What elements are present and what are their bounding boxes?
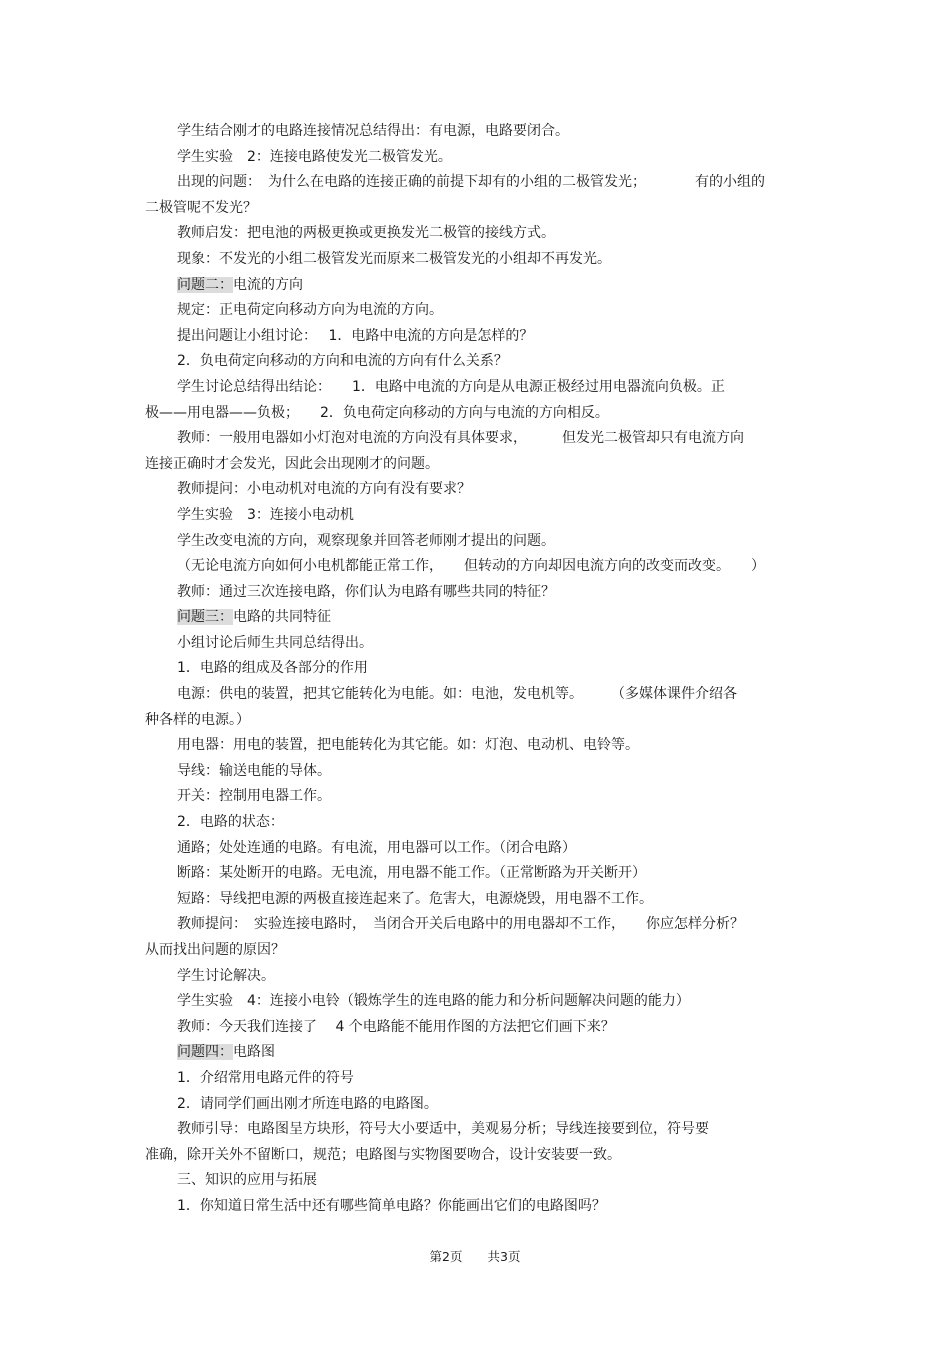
- text-line: [145, 1168, 805, 1194]
- text-line: [145, 989, 805, 1015]
- section-label: 问题二：: [177, 276, 233, 293]
- text-line: [145, 1092, 805, 1118]
- text-line: [145, 273, 805, 299]
- text-line: [145, 349, 805, 375]
- text-line: [145, 119, 805, 145]
- text-line: [145, 656, 805, 682]
- text-line: [145, 1040, 805, 1066]
- line-text: 学生改变电流的方向，观察现象并回答老师刚才提出的问题。: [177, 532, 555, 549]
- line-text: 2．电路的状态：: [177, 814, 284, 831]
- line-text: 学生实验 3：连接小电动机: [177, 506, 354, 523]
- text-line: [145, 324, 805, 350]
- line-text: 准确，除开关外不留断口，规范；电路图与实物图要吻合，设计安装要一致。: [145, 1146, 621, 1163]
- line-text: 学生讨论总结得出结论： 1．电路中电流的方向是从电源正极经过用电器流向负极。正: [177, 378, 725, 395]
- line-text: 三、知识的应用与拓展: [177, 1172, 317, 1189]
- text-line: [145, 938, 805, 964]
- text-line: [145, 247, 805, 273]
- page-footer: 第2页 共3页: [429, 1249, 521, 1264]
- line-text: 教师提问： 实验连接电路时， 当闭合开关后电路中的用电器却不工作， 你应怎样分析？: [177, 916, 744, 933]
- line-text: 导线：输送电能的导体。: [177, 762, 331, 779]
- line-text: 2．请同学们画出刚才所连电路的电路图。: [177, 1095, 438, 1112]
- line-text: 现象：不发光的小组二极管发光而原来二极管发光的小组却不再发光。: [177, 250, 611, 267]
- text-line: [145, 426, 805, 452]
- line-text: 教师提问：小电动机对电流的方向有没有要求？: [177, 481, 471, 498]
- line-text: 1．介绍常用电路元件的符号: [177, 1069, 354, 1086]
- text-line: [145, 580, 805, 606]
- line-text: 2．负电荷定向移动的方向和电流的方向有什么关系？: [177, 353, 508, 370]
- text-line: [145, 1117, 805, 1143]
- line-text: 小组讨论后师生共同总结得出。: [177, 634, 373, 651]
- line-text: 教师引导：电路图呈方块形，符号大小要适中，美观易分析；导线连接要到位，符号要: [177, 1121, 709, 1138]
- text-line: [145, 887, 805, 913]
- line-text: 1．电路的组成及各部分的作用: [177, 660, 368, 677]
- text-line: [145, 1015, 805, 1041]
- text-line: [145, 682, 805, 708]
- document-body: [145, 119, 805, 1220]
- line-text: 教师启发：把电池的两极更换或更换发光二极管的接线方式。: [177, 225, 555, 242]
- line-text: 电源：供电的装置，把其它能转化为电能。如：电池，发电机等。 （多媒体课件介绍各: [177, 686, 737, 703]
- text-line: [145, 759, 805, 785]
- line-text: 二极管呢不发光？: [145, 199, 257, 216]
- line-text: 出现的问题： 为什么在电路的连接正确的前提下却有的小组的二极管发光； 有的小组的: [177, 174, 765, 191]
- line-text: 1．你知道日常生活中还有哪些简单电路？你能画出它们的电路图吗？: [177, 1197, 606, 1214]
- text-line: [145, 298, 805, 324]
- text-line: [145, 605, 805, 631]
- section-label: 问题三：: [177, 609, 233, 626]
- line-text: 短路：导线把电源的两极直接连起来了。危害大，电源烧毁，用电器不工作。: [177, 890, 653, 907]
- text-line: [145, 912, 805, 938]
- text-line: [145, 503, 805, 529]
- text-line: [145, 401, 805, 427]
- text-line: [145, 708, 805, 734]
- line-text: 连接正确时才会发光，因此会出现刚才的问题。: [145, 455, 439, 472]
- line-text: 种各样的电源。）: [145, 711, 250, 728]
- text-line: [145, 1194, 805, 1220]
- text-line: [145, 529, 805, 555]
- line-text: 学生讨论解决。: [177, 967, 275, 984]
- text-line: [145, 964, 805, 990]
- line-text: 电流的方向: [233, 276, 303, 293]
- line-text: 从而找出问题的原因？: [145, 942, 285, 958]
- line-text: 学生实验 4：连接小电铃（锻炼学生的连电路的能力和分析问题解决问题的能力）: [177, 993, 690, 1010]
- text-line: [145, 477, 805, 503]
- text-line: [145, 145, 805, 171]
- line-text: 断路：某处断开的电路。无电流，用电器不能工作。（正常断路为开关断开）: [177, 865, 646, 882]
- line-text: 开关：控制用电器工作。: [177, 788, 331, 805]
- text-line: [145, 810, 805, 836]
- text-line: [145, 1066, 805, 1092]
- text-line: [145, 861, 805, 887]
- line-text: 规定：正电荷定向移动方向为电流的方向。: [177, 302, 443, 319]
- text-line: [145, 170, 805, 196]
- line-text: （无论电流方向如何小电机都能正常工作， 但转动的方向却因电流方向的改变而改变。 ）: [177, 558, 765, 575]
- text-line: [145, 221, 805, 247]
- line-text: 教师：今天我们连接了 4 个电路能不能用作图的方法把它们画下来？: [177, 1018, 615, 1035]
- line-text: 电路图: [233, 1044, 275, 1061]
- line-text: 用电器：用电的装置，把电能转化为其它能。如：灯泡、电动机、电铃等。: [177, 737, 639, 754]
- line-text: 学生实验 2：连接电路使发光二极管发光。: [177, 148, 452, 165]
- text-line: [145, 554, 805, 580]
- text-line: [145, 631, 805, 657]
- text-line: [145, 784, 805, 810]
- text-line: [145, 1143, 805, 1169]
- line-text: 电路的共同特征: [233, 609, 331, 626]
- line-text: 教师：通过三次连接电路，你们认为电路有哪些共同的特征？: [177, 583, 555, 600]
- line-text: 教师：一般用电器如小灯泡对电流的方向没有具体要求， 但发光二极管却只有电流方向: [177, 430, 744, 447]
- text-line: [145, 733, 805, 759]
- line-text: 通路；处处连通的电路。有电流，用电器可以工作。（闭合电路）: [177, 839, 576, 856]
- text-line: [145, 196, 805, 222]
- text-line: [145, 452, 805, 478]
- line-text: 极——用电器——负极； 2．负电荷定向移动的方向与电流的方向相反。: [145, 404, 609, 421]
- line-text: 提出问题让小组讨论： 1．电路中电流的方向是怎样的？: [177, 327, 534, 344]
- text-line: [145, 375, 805, 401]
- section-label: 问题四：: [177, 1044, 233, 1061]
- line-text: 学生结合刚才的电路连接情况总结得出：有电源，电路要闭合。: [177, 123, 569, 139]
- text-line: [145, 836, 805, 862]
